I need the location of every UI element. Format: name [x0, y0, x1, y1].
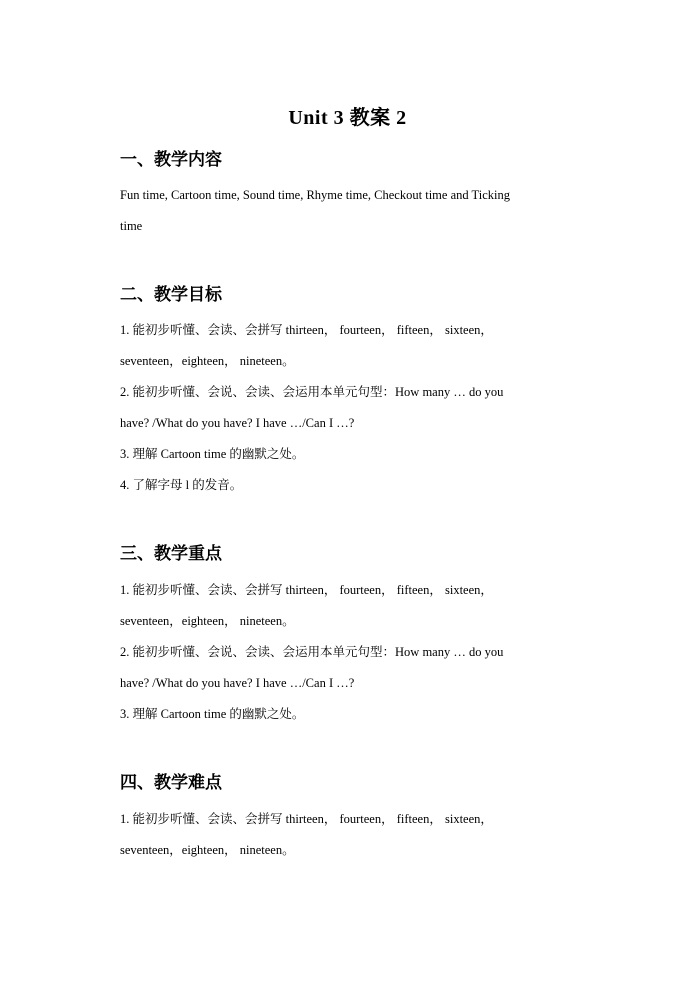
word: 1. [120, 323, 130, 337]
word: Checkout [374, 188, 423, 202]
word: many [422, 385, 451, 399]
word: 1. [120, 812, 130, 826]
word: … [453, 645, 466, 659]
word: and [450, 188, 469, 202]
paragraph-line: seventeen，eighteen， nineteen。 [120, 843, 295, 857]
paragraph-line-justified [120, 575, 576, 606]
word: 1. [120, 583, 130, 597]
section-heading-content: 一、教学内容 [120, 150, 222, 170]
paragraph-line: have? /What do you have? I have …/Can I …? [120, 416, 355, 430]
paragraph-line: seventeen，eighteen， nineteen。 [120, 614, 295, 628]
word: Rhyme [306, 188, 343, 202]
document-title: Unit 3 教案 2 [288, 107, 407, 129]
paragraph-line-justified [120, 180, 576, 211]
section-body-objectives [120, 315, 576, 501]
word: … [453, 385, 466, 399]
word: 2. 能初步听懂、会说、会读、会运用本单元句型：How [120, 385, 420, 399]
word: time, [278, 188, 304, 202]
section-heading-difficulties: 四、教学难点 [120, 773, 222, 793]
word: do [468, 385, 482, 399]
word: you [484, 645, 504, 659]
word: thirteen， [285, 812, 337, 826]
paragraph-line-justified [120, 637, 576, 668]
word: do [468, 645, 482, 659]
word: fifteen， [396, 323, 442, 337]
paragraph-line-justified [120, 804, 576, 835]
word: thirteen， [285, 323, 337, 337]
word: many [422, 645, 451, 659]
word: time, [214, 188, 240, 202]
section-body-difficulties [120, 804, 576, 866]
paragraph-line: 4. 了解字母 l 的发音。 [120, 478, 243, 492]
word: thirteen， [285, 583, 337, 597]
word: Ticking [471, 188, 510, 202]
paragraph-line: have? /What do you have? I have …/Can I …? [120, 676, 355, 690]
word: fourteen， [339, 812, 394, 826]
paragraph-line-justified [120, 377, 576, 408]
section-heading-key-points: 三、教学重点 [120, 544, 222, 564]
section-heading-objectives: 二、教学目标 [120, 285, 222, 305]
paragraph-line: 3. 理解 Cartoon time 的幽默之处。 [120, 707, 305, 721]
word: fourteen， [339, 583, 394, 597]
paragraph-line: seventeen，eighteen， nineteen。 [120, 354, 295, 368]
word: 能初步听懂、会读、会拼写 [132, 323, 283, 337]
word: time, [345, 188, 372, 202]
word: fourteen， [339, 323, 394, 337]
word: fifteen， [396, 583, 442, 597]
word: sixteen， [444, 583, 493, 597]
word: Fun time, [120, 188, 168, 202]
paragraph-line-justified [120, 315, 576, 346]
word: sixteen， [444, 323, 493, 337]
word: you [484, 385, 504, 399]
section-body-content [120, 180, 576, 242]
paragraph-line: 3. 理解 Cartoon time 的幽默之处。 [120, 447, 305, 461]
word: 2. 能初步听懂、会说、会读、会运用本单元句型：How [120, 645, 420, 659]
word: time [425, 188, 448, 202]
word: sixteen， [444, 812, 493, 826]
section-body-key-points [120, 575, 576, 730]
word: 能初步听懂、会读、会拼写 [132, 583, 283, 597]
paragraph-line: time [120, 219, 143, 233]
word: Sound [242, 188, 275, 202]
word: 能初步听懂、会读、会拼写 [132, 812, 283, 826]
word: Cartoon [171, 188, 212, 202]
word: fifteen， [396, 812, 442, 826]
